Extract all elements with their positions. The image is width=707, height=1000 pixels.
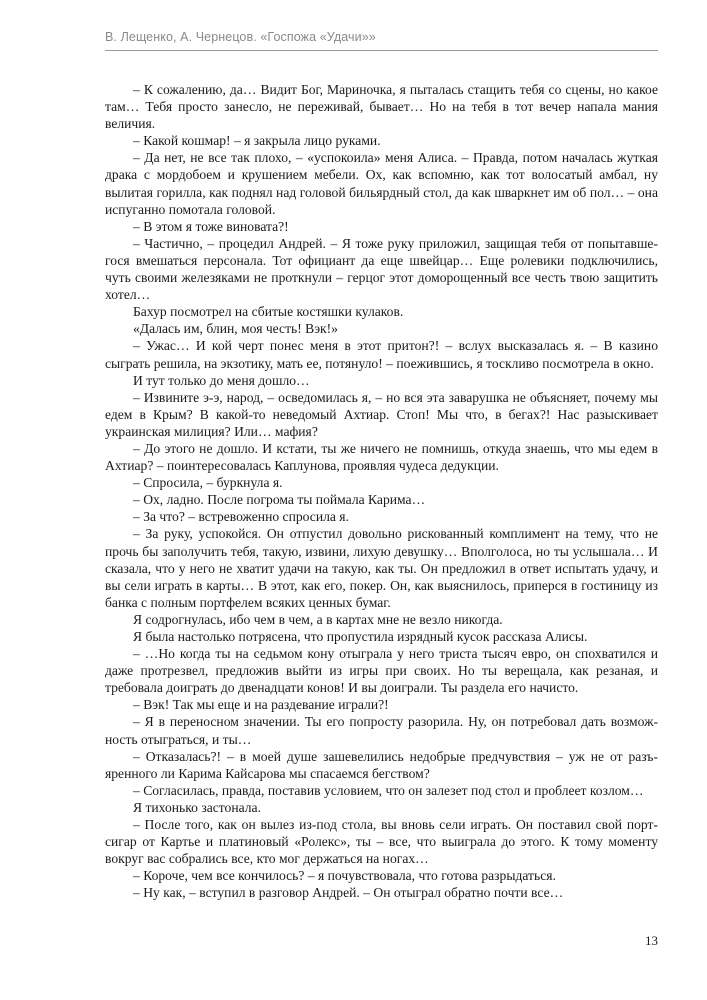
paragraph: Я содрогнулась, ибо чем в чем, а в картах мне не везло никогда. — [133, 611, 503, 627]
paragraph: – За руку, успокойся. Он отпустил довольно рискованный комплимент на тему, что не прочь бы заполучить тебя, такую, извини, лихую девушку… Вполголоса, но ты услышала… И сказала, что у него не хватит удачи на такую, как ты. Он предложил в ответ испытать удачу, и вы сели играть в карты… В этот, как его, покер. Он, как выяснилось, приперся в гостиницу из банка с полным портфелем всяких ценных бумаг. — [105, 526, 658, 610]
running-header: В. Лещенко, А. Чернецов. «Госпожа «Удачи»» — [105, 30, 376, 44]
paragraph: Бахур посмотрел на сбитые костяшки кулаков. — [133, 304, 404, 320]
paragraph: – За что? – встревоженно спросила я. — [133, 509, 349, 525]
body-text — [105, 81, 658, 902]
paragraph: – Вэк! Так мы еще и на раздевание играли?! — [133, 697, 389, 713]
page-number: 13 — [645, 933, 658, 948]
paragraph: – Ужас… И кой черт понес меня в этот притон?! – вслух высказалась я. – В казино сыграть решила, на экзотику, мать ее, потянуло! – поежившись, я тоскливо посмотрела в окно. — [105, 338, 658, 371]
paragraph: И тут только до меня дошло… — [133, 372, 310, 388]
paragraph: – После того, как он вылез из-под стола, вы вновь сели играть. Он поставил свой портсигар от Картье и платиновый «Ролекс», ты – все, что выиграла до этого. К тому моменту вокруг вас собрались все, кто мог держаться на ногах… — [105, 817, 658, 867]
paragraph: – Ну как, – вступил в разговор Андрей. – Он отыграл обратно почти все… — [133, 885, 564, 901]
paragraph: – Извините э-э, народ, – осведомилась я, – но вся эта заварушка не объясняет, почему мы едем в Крым? В какой-то неведомый Ахтиар. Стоп! Мы что, в бегах?! Нас разыскивает украинская милиция? Или… мафия? — [105, 389, 658, 439]
paragraph: – Короче, чем все кончилось? – я почувствовала, что готова разрыдаться. — [133, 868, 556, 884]
paragraph: – В этом я тоже виновата?! — [133, 218, 289, 234]
paragraph: – Спросила, – буркнула я. — [133, 475, 283, 491]
paragraph: – Да нет, не все так плохо, – «успокоила» меня Алиса. – Правда, потом началась жуткая драка с мордобоем и крушением мебели. Ох, как вспомню, как тот волосатый амбал, ну вылитая горилла, как поднял над головой бильярдный стол, да как шваркнет им об пол… – она испуганно помотала головой. — [105, 150, 658, 217]
paragraph: – К сожалению, да… Видит Бог, Мариночка, я пыталась стащить тебя со сцены, но какое там… Тебя просто занесло, не переживай, бывает… Но на тебя в тот вечер напала мания величия. — [105, 82, 658, 132]
paragraph: Я тихонько застонала. — [133, 799, 261, 815]
header-divider — [105, 50, 658, 51]
paragraph: – Согласилась, правда, поставив условием, что он залезет под стол и проблеет козлом… — [133, 782, 644, 798]
paragraph: – До этого не дошло. И кстати, ты же ничего не помнишь, откуда знаешь, что мы едем в Ахтиар? – поинтересовалась Каплунова, проявляя чудеса дедукции. — [105, 440, 658, 474]
paragraph: Я была настолько потрясена, что пропустила изрядный кусок рассказа Алисы. — [133, 629, 588, 644]
paragraph: – Ох, ладно. После погрома ты поймала Карима… — [133, 492, 426, 508]
paragraph: – Какой кошмар! – я закрыла лицо руками. — [133, 133, 381, 149]
paragraph: – Отказалась?! – в моей душе зашевелились недобрые предчувствия – уж не от разъяренного ли Карима Кайсарова мы спасаемся бегством? — [105, 748, 658, 781]
paragraph: – Я в переносном значении. Ты его попросту разорила. Ну, он потребовал дать возможность отыграться, и ты… — [105, 714, 658, 747]
paragraph: «Далась им, блин, моя честь! Вэк!» — [133, 321, 338, 337]
paragraph: – …Но когда ты на седьмом кону отыграла у него триста тысяч евро, он спохватился и даже протрезвел, предложив выйти из игры при своих. Но ты верещала, как резаная, и требовала доиграть до двенадцати конов! И вы доиграли. Ты раздела его начисто. — [105, 646, 658, 696]
paragraph: – Частично, – процедил Андрей. – Я тоже руку приложил, защищая тебя от попытавшегося вмешаться персонала. Тот официант да еще швейцар… Еще ролевики подключились, чуть своими железяками не проткнули – герцог этот доморощенный все честь твою защитить хотел… — [105, 235, 658, 303]
